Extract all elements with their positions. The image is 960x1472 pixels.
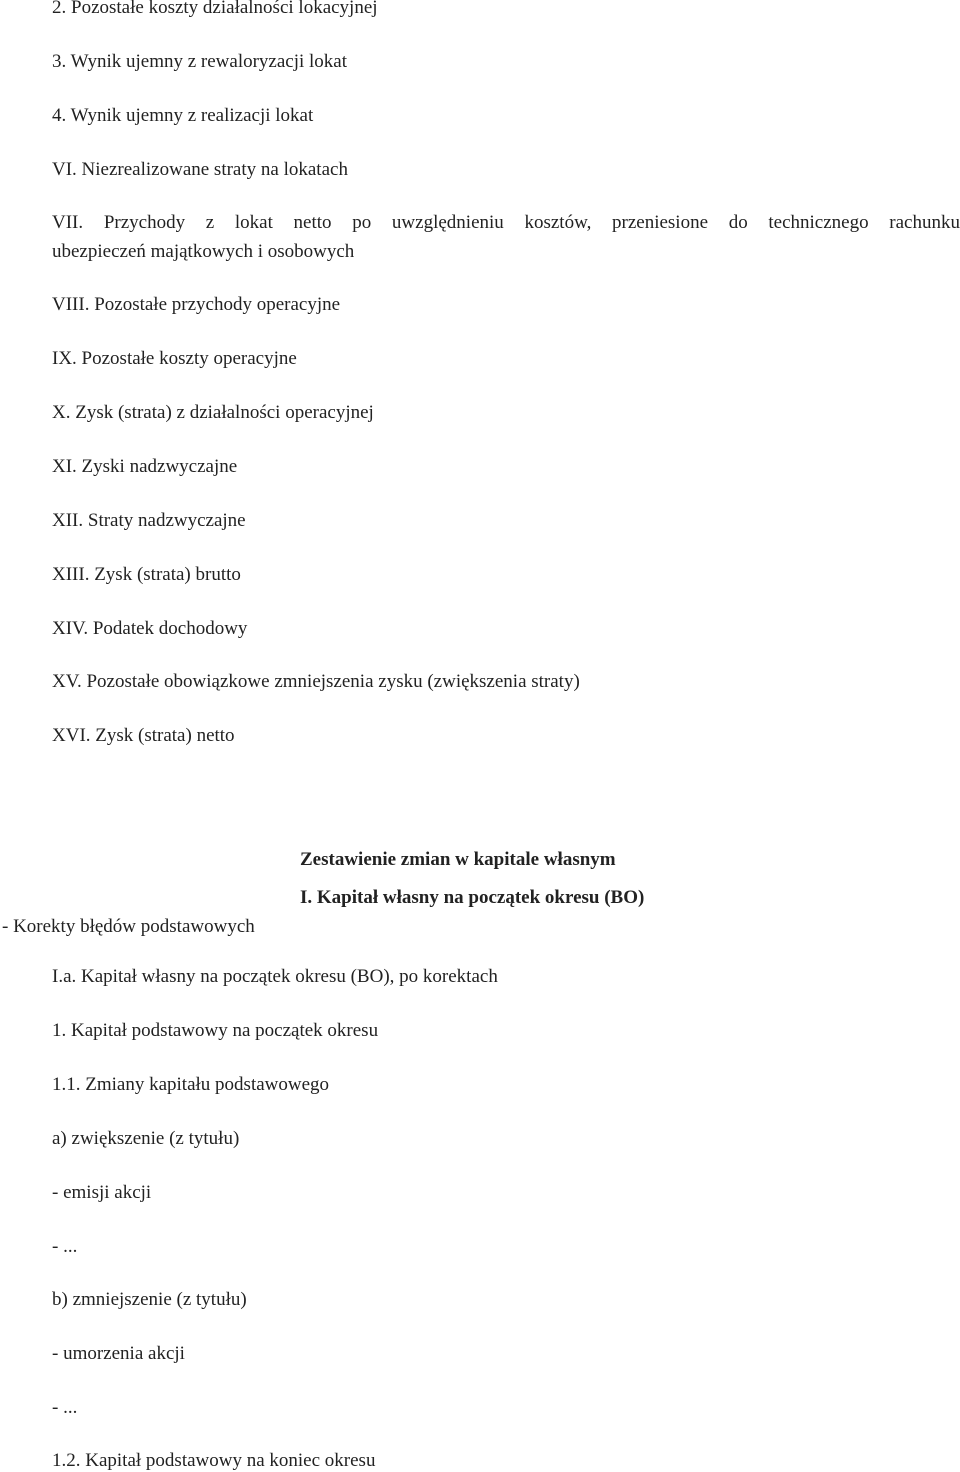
pl-item-vii-line2: ubezpieczeń majątkowych i osobowych [52,241,355,262]
equity-section-title: Zestawienie zmian w kapitale własnym [300,849,616,870]
pl-item-other-mandatory-reductions: XV. Pozostałe obowiązkowe zmniejszenia zysku (zwiększenia straty) [52,671,580,692]
pl-item-gross-profit: XIII. Zysk (strata) brutto [52,564,241,585]
pl-item-other-location-costs: 2. Pozostałe koszty działalności lokacyjnej [52,0,378,18]
pl-item-unrealized-losses: VI. Niezrealizowane straty na lokatach [52,159,348,180]
equity-opening-balance: I. Kapitał własny na początek okresu (BO) [300,887,645,908]
pl-item-negative-realization: 4. Wynik ujemny z realizacji lokat [52,105,314,126]
pl-item-net-profit: XVI. Zysk (strata) netto [52,725,235,746]
equity-item-share-capital-closing: 1.2. Kapitał podstawowy na koniec okresu [52,1450,376,1471]
equity-item-increase: a) zwiększenie (z tytułu) [52,1128,240,1149]
equity-item-share-capital-opening: 1. Kapitał podstawowy na początek okresu [52,1020,379,1041]
pl-item-operating-profit: X. Zysk (strata) z działalności operacyjnej [52,402,374,423]
equity-item-share-capital-changes: 1.1. Zmiany kapitału podstawowego [52,1074,330,1095]
equity-item-share-redemption: - umorzenia akcji [52,1343,185,1364]
equity-item-opening-after-corrections: I.a. Kapitał własny na początek okresu (BO), po korektach [52,966,498,987]
pl-item-income-tax: XIV. Podatek dochodowy [52,618,248,639]
pl-item-extraordinary-gains: XI. Zyski nadzwyczajne [52,456,238,477]
pl-item-vii-line1: VII. Przychody z lokat netto po uwzględnieniu kosztów, przeniesione do technicznego rachunku [52,212,960,233]
equity-item-share-issue: - emisji akcji [52,1182,152,1203]
equity-item-decrease: b) zmniejszenie (z tytułu) [52,1289,247,1310]
equity-corrections: - Korekty błędów podstawowych [2,916,255,937]
pl-item-other-operating-income: VIII. Pozostałe przychody operacyjne [52,294,341,315]
pl-item-extraordinary-losses: XII. Straty nadzwyczajne [52,510,246,531]
pl-item-other-operating-costs: IX. Pozostałe koszty operacyjne [52,348,297,369]
pl-item-negative-revaluation: 3. Wynik ujemny z rewaloryzacji lokat [52,51,348,72]
equity-item-decrease-other: - ... [52,1397,78,1418]
equity-item-increase-other: - ... [52,1236,78,1257]
